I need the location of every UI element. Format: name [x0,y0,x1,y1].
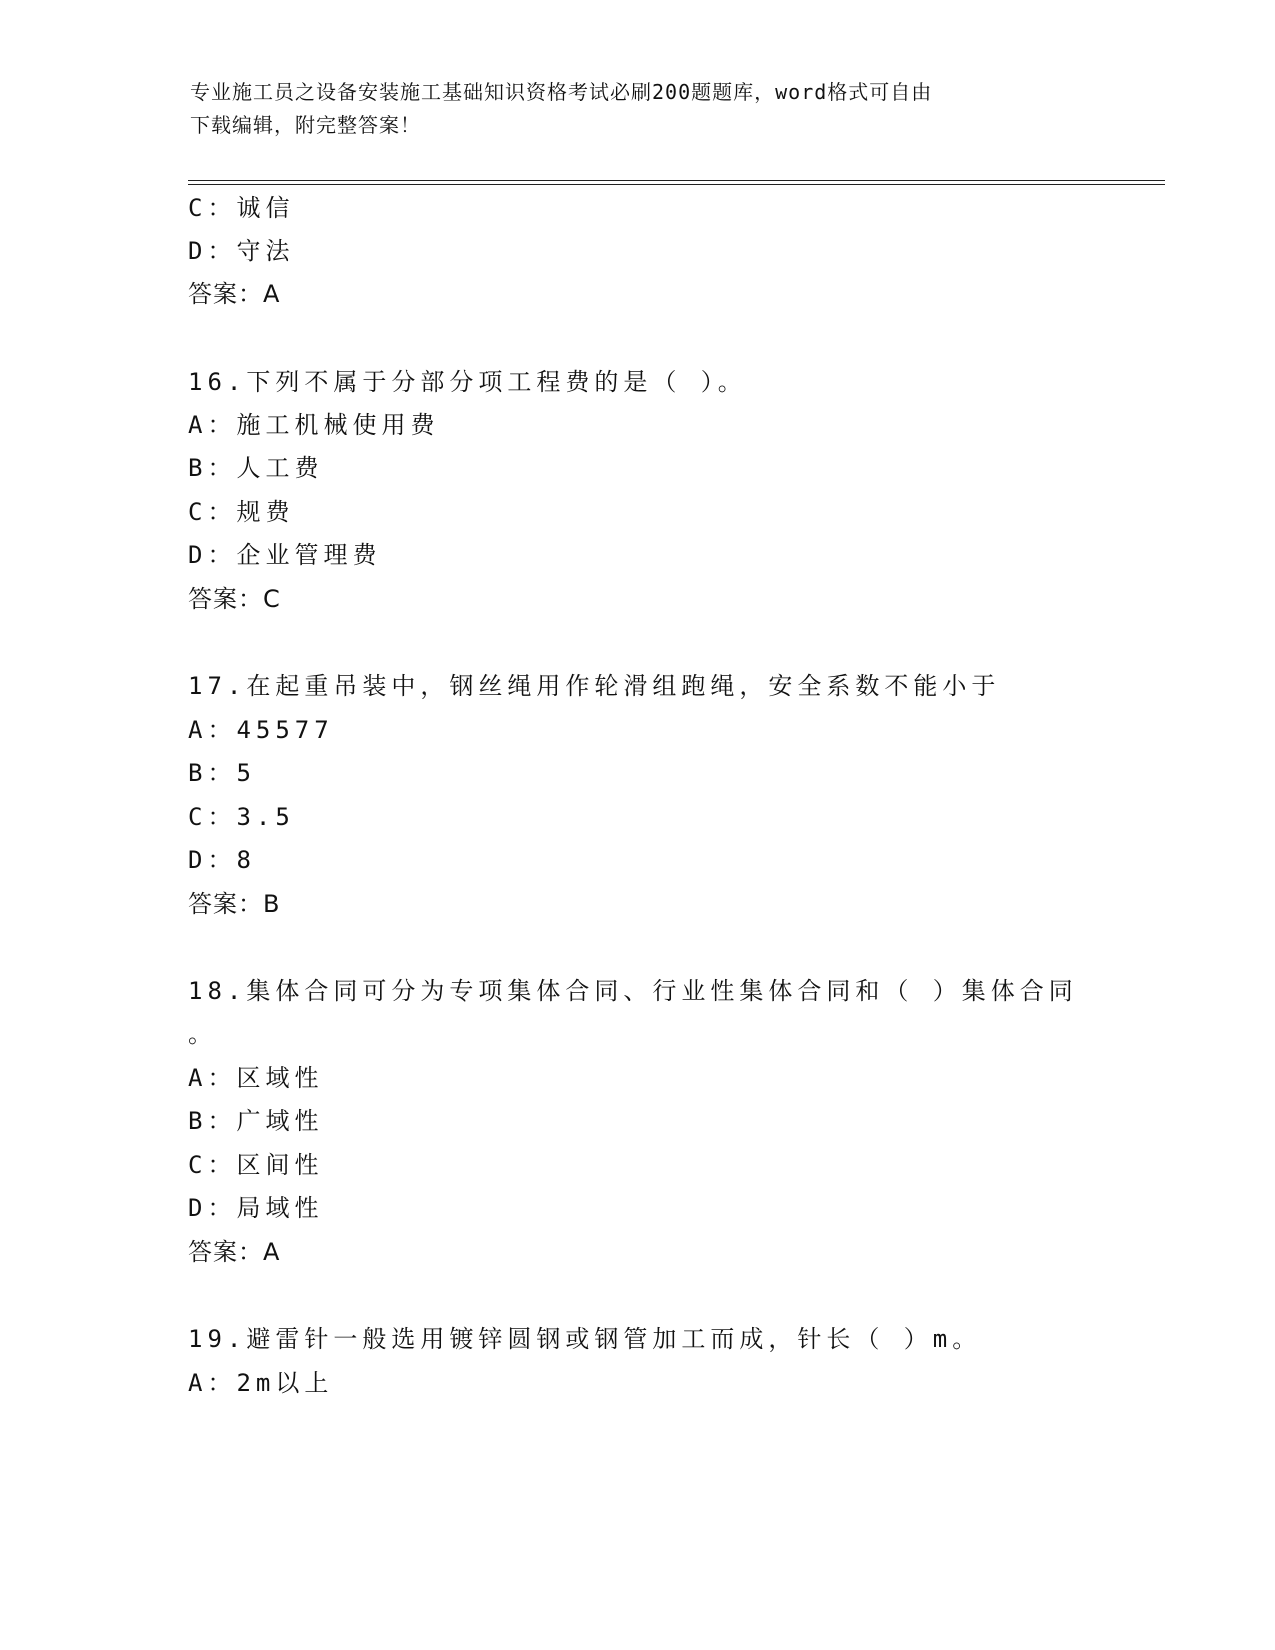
q18-stem-continuation: 。 [188,1020,217,1048]
q16-option-b: B：人工费 [188,454,324,482]
header-line-1: 专业施工员之设备安装施工基础知识资格考试必刷200题题库，word格式可自由 [190,80,933,104]
q17-option-a: A：45577 [188,716,334,744]
q17-option-c: C：3.5 [188,803,295,831]
q18-stem: 18.集体合同可分为专项集体合同、行业性集体合同和（ ）集体合同 [188,977,1078,1005]
q16-option-a: A：施工机械使用费 [188,411,440,439]
q18-option-b: B：广域性 [188,1107,324,1135]
q15-answer: 答案：A [188,280,281,308]
q16-option-c: C：规费 [188,498,295,526]
q16-stem: 16.下列不属于分部分项工程费的是（ ）。 [188,368,747,396]
q19-option-a: A：2m以上 [188,1369,334,1397]
q17-stem: 17.在起重吊装中，钢丝绳用作轮滑组跑绳，安全系数不能小于 [188,672,1001,700]
q18-option-d: D：局域性 [188,1194,324,1222]
q17-answer: 答案：B [188,890,281,918]
q15-option-c: C：诚信 [188,194,295,222]
q18-option-c: C：区间性 [188,1151,324,1179]
header-divider-bottom [188,184,1165,185]
q17-option-d: D：8 [188,846,256,874]
header-line-2: 下载编辑，附完整答案！ [190,113,421,137]
header-divider-top [188,180,1165,181]
document-header [190,76,1090,142]
q15-option-d: D：守法 [188,237,295,265]
q16-answer: 答案：C [188,585,281,613]
q17-option-b: B：5 [188,759,256,787]
q18-answer: 答案：A [188,1238,281,1266]
q19-stem: 19.避雷针一般选用镀锌圆钢或钢管加工而成，针长（ ）m。 [188,1325,982,1353]
q16-option-d: D：企业管理费 [188,541,382,569]
q18-option-a: A：区域性 [188,1064,324,1092]
